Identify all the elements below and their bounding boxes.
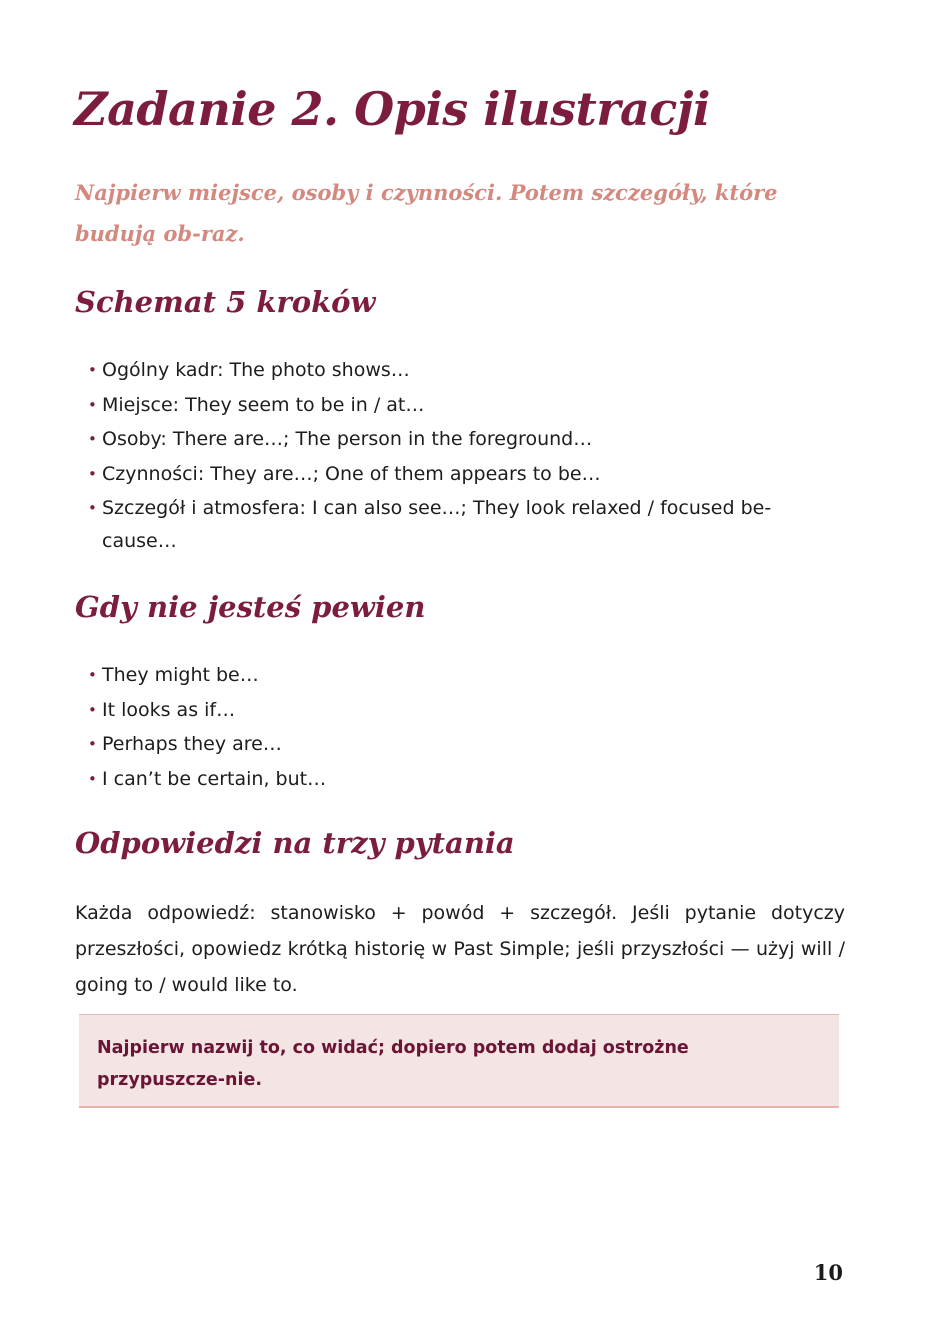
bullet-icon: •	[88, 735, 97, 754]
tip-callout	[79, 1014, 839, 1108]
list-item	[88, 763, 798, 796]
steps-list	[88, 354, 798, 560]
section-heading-steps: Schemat 5 kroków	[75, 285, 376, 319]
list-item-text: Szczegół i atmosfera: I can also see…; They look relaxed / focused be-cause…	[102, 497, 772, 553]
list-item	[88, 389, 798, 422]
section-heading-unsure: Gdy nie jesteś pewien	[75, 590, 426, 624]
list-item	[88, 659, 798, 692]
list-item	[88, 354, 798, 387]
list-item-text: Ogólny kadr: The photo shows…	[102, 359, 410, 381]
list-item-text: Czynności: They are…; One of them appears to be…	[102, 462, 601, 485]
list-item	[88, 728, 798, 761]
bullet-icon: •	[88, 499, 97, 518]
page-title: Zadanie 2. Opis ilustracji	[74, 82, 710, 136]
callout-text: Najpierw nazwij to, co widać; dopiero potem dodaj ostrożne przypuszcze-nie.	[97, 1038, 689, 1090]
list-item-text: Osoby: There are…; The person in the foreground…	[102, 428, 593, 451]
bullet-icon: •	[88, 666, 97, 684]
list-item-text: Miejsce: They seem to be in / at…	[102, 393, 425, 416]
list-item-text: It looks as if…	[102, 698, 236, 721]
answers-paragraph: Każda odpowiedź: stanowisko + powód + szczegół. Jeśli pytanie dotyczy przeszłości, opowiedz krótką historię w Past Simple; jeśli przyszłości — użyj will / going to / would like to.	[75, 902, 845, 996]
page-number: 10	[813, 1260, 843, 1285]
section-heading-answers: Odpowiedzi na trzy pytania	[75, 826, 515, 860]
unsure-list	[88, 659, 798, 797]
bullet-icon: •	[88, 700, 97, 719]
list-item-text: Perhaps they are…	[102, 733, 282, 756]
list-item-text: They might be…	[102, 664, 259, 686]
bullet-icon: •	[88, 769, 97, 788]
bullet-icon: •	[88, 361, 97, 379]
lead-text: Najpierw miejsce, osoby i czynności. Potem szczegóły, które budują ob-raz.	[75, 180, 778, 246]
list-item	[88, 423, 798, 456]
bullet-icon: •	[88, 430, 97, 449]
list-item	[88, 694, 798, 727]
list-item-text: I can’t be certain, but…	[102, 767, 327, 790]
list-item	[88, 492, 798, 558]
bullet-icon: •	[88, 395, 97, 414]
bullet-icon: •	[88, 464, 97, 483]
list-item	[88, 458, 798, 491]
